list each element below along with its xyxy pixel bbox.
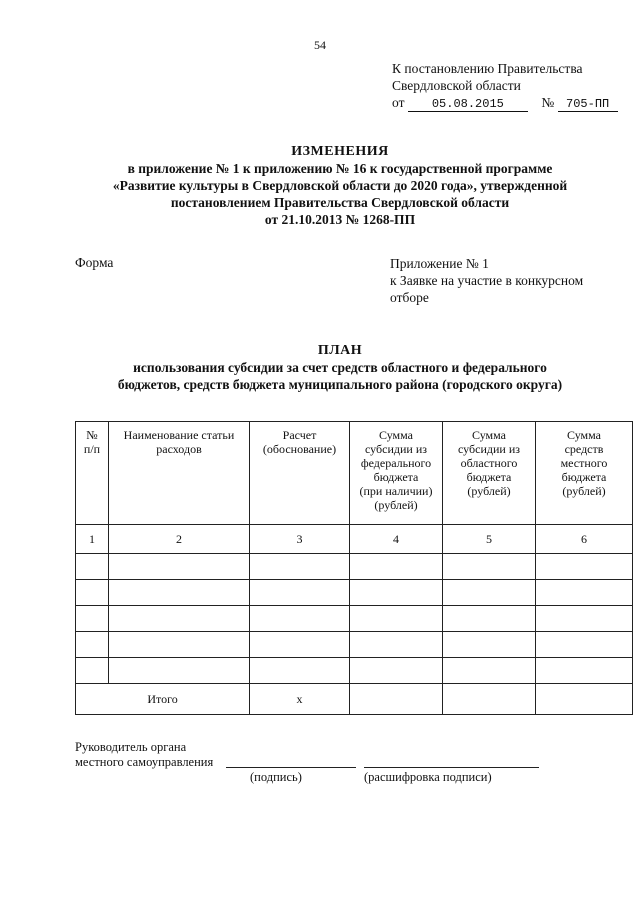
signatory-line-2: местного самоуправления xyxy=(75,755,214,769)
signature-line xyxy=(226,767,356,768)
table-row xyxy=(76,580,633,606)
header-cell: Сумма субсидии из областного бюджета (рублей) xyxy=(443,422,536,525)
reference-line-1: К постановлению Правительства xyxy=(392,61,583,76)
header-cell: Расчет (обоснование) xyxy=(250,422,350,525)
column-number: 1 xyxy=(76,525,109,554)
appendix-reference xyxy=(390,255,630,306)
total-row xyxy=(76,684,633,715)
from-label: от xyxy=(392,95,405,110)
table-row xyxy=(76,658,633,684)
resolution-reference xyxy=(392,60,632,112)
column-number: 5 xyxy=(443,525,536,554)
table-row xyxy=(76,554,633,580)
title-line-1: в приложение № 1 к приложению № 16 к государственной программе xyxy=(127,161,553,176)
column-number: 3 xyxy=(250,525,350,554)
column-number-row xyxy=(76,525,633,554)
title-line-2: «Развитие культуры в Свердловской области до 2020 года», утвержденной xyxy=(112,178,568,193)
reference-date-number xyxy=(392,94,632,112)
number-label: № xyxy=(541,95,555,110)
page-number: 54 xyxy=(314,38,326,52)
signature-decode-line xyxy=(364,767,539,768)
plan-line-1: использования субсидии за счет средств областного и федерального xyxy=(133,360,547,375)
resolution-number: 705-ПП xyxy=(558,97,618,112)
column-number: 4 xyxy=(350,525,443,554)
signatory-title xyxy=(75,740,213,770)
signatory-line-1: Руководитель органа xyxy=(75,740,187,754)
signature-decode-caption: (расшифровка подписи) xyxy=(364,770,492,784)
plan-line-2: бюджетов, средств бюджета муниципального района (городского округа) xyxy=(117,377,563,392)
column-number: 2 xyxy=(109,525,250,554)
table-row xyxy=(76,632,633,658)
appendix-line-1: Приложение № 1 xyxy=(390,256,489,271)
title-main: ИЗМЕНЕНИЯ xyxy=(291,144,389,159)
title-line-4: от 21.10.2013 № 1268-ПП xyxy=(264,212,416,227)
total-calc: х xyxy=(250,684,350,715)
reference-line-2: Свердловской области xyxy=(392,78,521,93)
appendix-line-3: отборе xyxy=(390,290,429,305)
title-line-3: постановлением Правительства Свердловской области xyxy=(170,195,510,210)
document-title xyxy=(60,143,620,228)
table-row xyxy=(76,606,633,632)
resolution-date: 05.08.2015 xyxy=(408,97,528,112)
header-cell: Сумма средств местного бюджета (рублей) xyxy=(536,422,633,525)
signature-caption: (подпись) xyxy=(250,770,302,784)
appendix-line-2: к Заявке на участие в конкурсном xyxy=(390,273,584,288)
total-label: Итого xyxy=(76,684,250,715)
plan-title: ПЛАН xyxy=(317,343,363,358)
column-number: 6 xyxy=(536,525,633,554)
plan-table xyxy=(75,421,633,715)
table-header-row xyxy=(76,422,633,525)
header-cell: Наименование статьи расходов xyxy=(109,422,250,525)
form-label: Форма xyxy=(75,255,114,270)
plan-heading xyxy=(60,342,620,393)
header-cell: Сумма субсидии из федерального бюджета (при наличии) (рублей) xyxy=(350,422,443,525)
header-cell: № п/п xyxy=(76,422,109,525)
